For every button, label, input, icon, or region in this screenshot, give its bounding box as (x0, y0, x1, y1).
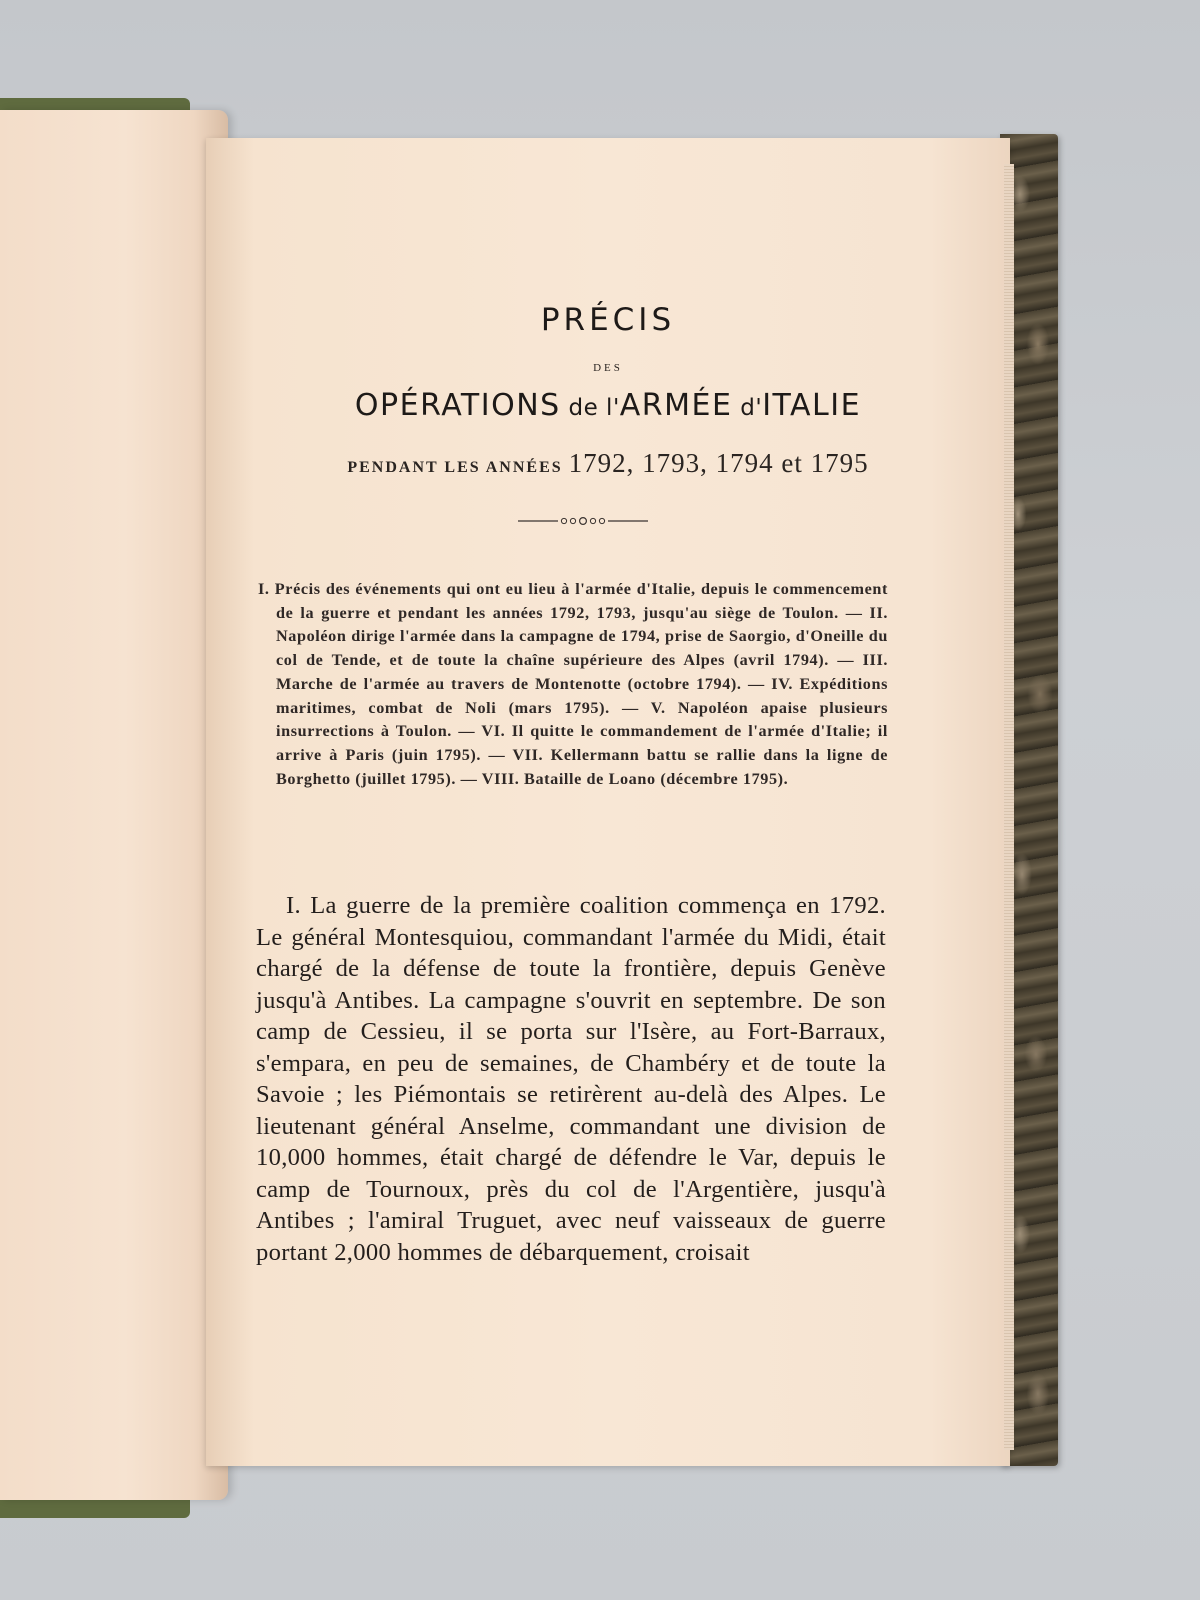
armee-word: ARMÉE (619, 388, 733, 423)
ornament-divider (518, 514, 648, 528)
operations-heading (206, 388, 1010, 423)
page-title: PRÉCIS (540, 302, 676, 338)
years-numbers: 1792, 1793, 1794 et 1795 (568, 448, 869, 478)
operations-d: d' (732, 395, 763, 421)
years-heading (206, 448, 1010, 479)
body-paragraph: I. La guerre de la première coalition commença en 1792. Le général Montesquiou, commandant l'armée du Midi, était chargé de la défense de toute la frontière, depuis Genève jusqu'à Antibes. La campagne s'ouvrit en septembre. De son camp de Cessieu, il se porta sur l'Isère, au Fort-Barraux, s'empara, en peu de semaines, de Chambéry et de toute la Savoie ; les Piémontais se retirèrent au-delà des Alpes. Le lieutenant général Anselme, commandant une division de 10,000 hommes, était chargé de défendre le Var, depuis le camp de Tournoux, près du col de l'Argentière, jusqu'à Antibes ; l'amiral Truguet, avec neuf vaisseaux de guerre portant 2,000 hommes de débarquement, croisait (256, 892, 886, 1266)
subtitle-des: DES (593, 362, 623, 374)
operations-de: de l' (560, 395, 620, 421)
chapter-summary: I. Précis des événements qui ont eu lieu à l'armée d'Italie, depuis le commencement de la guerre et pendant les années 1792, 1793, jusqu'au siège de Toulon. — II. Napoléon dirige l'armée dans la campagne de 1794, prise de Saorgio, d'Oneille du col de Tende, et de toute la chaîne supérieure des Alpes (avril 1794). — III. Marche de l'armée au travers de Montenotte (octobre 1794). — IV. Expéditions maritimes, combat de Noli (mars 1795). — V. Napoléon apaise plusieurs insurrections à Toulon. — VI. Il quitte le commandement de l'armée d'Italie; il arrive à Paris (juin 1795). — VII. Kellermann battu se rallie dans la ligne de Borghetto (juillet 1795). — VIII. Bataille de Loano (décembre 1795). (258, 580, 888, 788)
years-caps: PENDANT LES ANNÉES (347, 459, 569, 476)
left-page (0, 110, 228, 1500)
operations-word: OPÉRATIONS (354, 388, 561, 423)
italie-word: ITALIE (762, 388, 862, 423)
page-edges (1004, 164, 1014, 1450)
